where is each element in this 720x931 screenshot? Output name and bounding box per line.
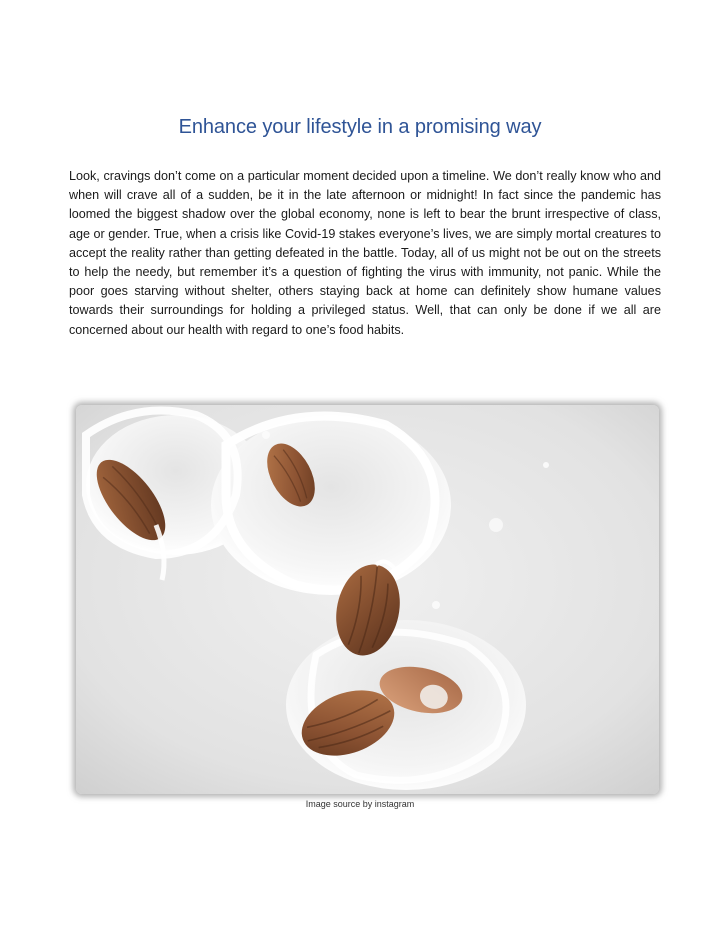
body-paragraph: Look, cravings don’t come on a particular moment decided upon a timeline. We don’t really know who and when will crave all of a sudden, be it in the late afternoon or midnight! In fact since the pandemic has loomed the biggest shadow over the global economy, none is left to bear the brunt irrespective of class, age or gender. True, when a crisis like Covid-19 stakes everyone’s lives, we are simply mortal creatures to accept the reality rather than getting defeated in the battle. Today, all of us might not be out on the streets to help the needy, but remember it’s a question of fighting the virus with immunity, not panic. While the poor goes starving without shelter, others staying back at home can definitely show humane values towards their surroundings for holding a privileged status. Well, that can only be done if we all are concerned about our health with regard to one’s food habits. <box>69 169 661 337</box>
almonds-in-milk-photo <box>76 405 659 794</box>
page-title: Enhance your lifestyle in a promising way <box>178 116 542 138</box>
image-caption: Image source by instagram <box>305 799 415 809</box>
